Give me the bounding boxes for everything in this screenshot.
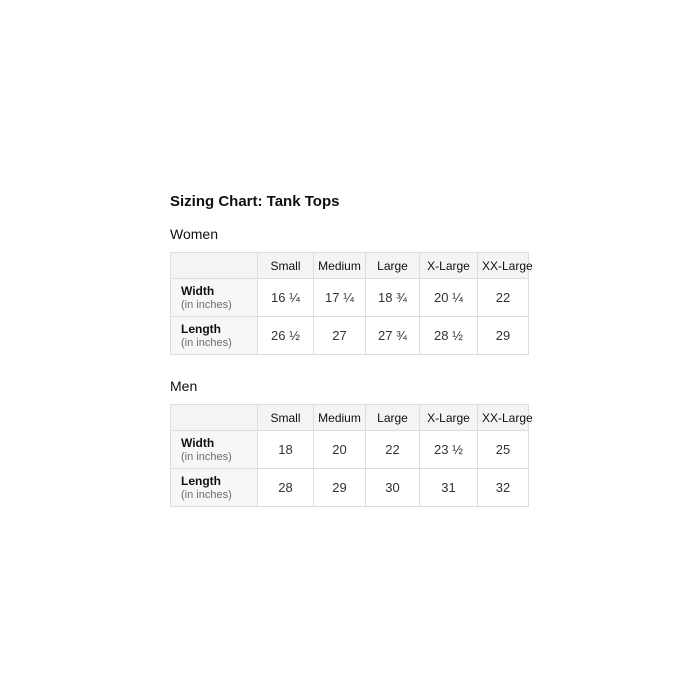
table-header-row	[171, 405, 529, 431]
corner-cell	[171, 253, 258, 279]
size-value-cell: 29	[314, 469, 366, 507]
measure-label: Length	[181, 473, 221, 488]
size-column-header: Large	[366, 253, 420, 279]
size-value-cell: 18	[258, 431, 314, 469]
size-column-header: Medium	[314, 405, 366, 431]
size-value-cell: 22	[366, 431, 420, 469]
section-women	[170, 226, 533, 355]
size-value-cell: 16 ¼	[258, 279, 314, 317]
size-column-header: Small	[258, 405, 314, 431]
row-label-cell	[171, 317, 258, 355]
measure-label: Width	[181, 283, 215, 298]
table-row	[171, 469, 529, 507]
table-row	[171, 431, 529, 469]
table-row	[171, 279, 529, 317]
section-men	[170, 378, 533, 507]
measure-label: Width	[181, 435, 215, 450]
sizing-chart-content	[170, 193, 533, 531]
size-value-cell: 20 ¼	[420, 279, 478, 317]
page-title: Sizing Chart: Tank Tops	[170, 193, 340, 210]
size-value-cell: 23 ½	[420, 431, 478, 469]
size-value-cell: 28	[258, 469, 314, 507]
size-value-cell: 31	[420, 469, 478, 507]
size-value-cell: 20	[314, 431, 366, 469]
women-sizing-table	[170, 252, 533, 355]
corner-cell	[171, 405, 258, 431]
row-label-cell	[171, 431, 258, 469]
size-column-header: Large	[366, 405, 420, 431]
size-column-header: X-Large	[420, 405, 478, 431]
size-value-cell: 27	[314, 317, 366, 355]
table-row	[171, 317, 529, 355]
size-column-header: XX-Large	[478, 253, 529, 279]
size-value-cell: 30	[366, 469, 420, 507]
section-heading-men: Men	[170, 378, 198, 394]
row-label-cell	[171, 469, 258, 507]
size-column-header: Small	[258, 253, 314, 279]
size-value-cell: 32	[478, 469, 529, 507]
size-value-cell: 17 ¼	[314, 279, 366, 317]
size-column-header: XX-Large	[478, 405, 529, 431]
table-header-row	[171, 253, 529, 279]
measure-unit: (in inches)	[181, 336, 232, 349]
size-column-header: Medium	[314, 253, 366, 279]
size-column-header: X-Large	[420, 253, 478, 279]
measure-unit: (in inches)	[181, 298, 232, 311]
measure-label: Length	[181, 321, 221, 336]
size-value-cell: 28 ½	[420, 317, 478, 355]
measure-unit: (in inches)	[181, 488, 232, 501]
section-heading-women: Women	[170, 226, 218, 242]
size-value-cell: 27 ¾	[366, 317, 420, 355]
size-value-cell: 25	[478, 431, 529, 469]
size-value-cell: 26 ½	[258, 317, 314, 355]
size-value-cell: 22	[478, 279, 529, 317]
men-sizing-table	[170, 404, 533, 507]
size-value-cell: 18 ¾	[366, 279, 420, 317]
size-value-cell: 29	[478, 317, 529, 355]
measure-unit: (in inches)	[181, 450, 232, 463]
row-label-cell	[171, 279, 258, 317]
